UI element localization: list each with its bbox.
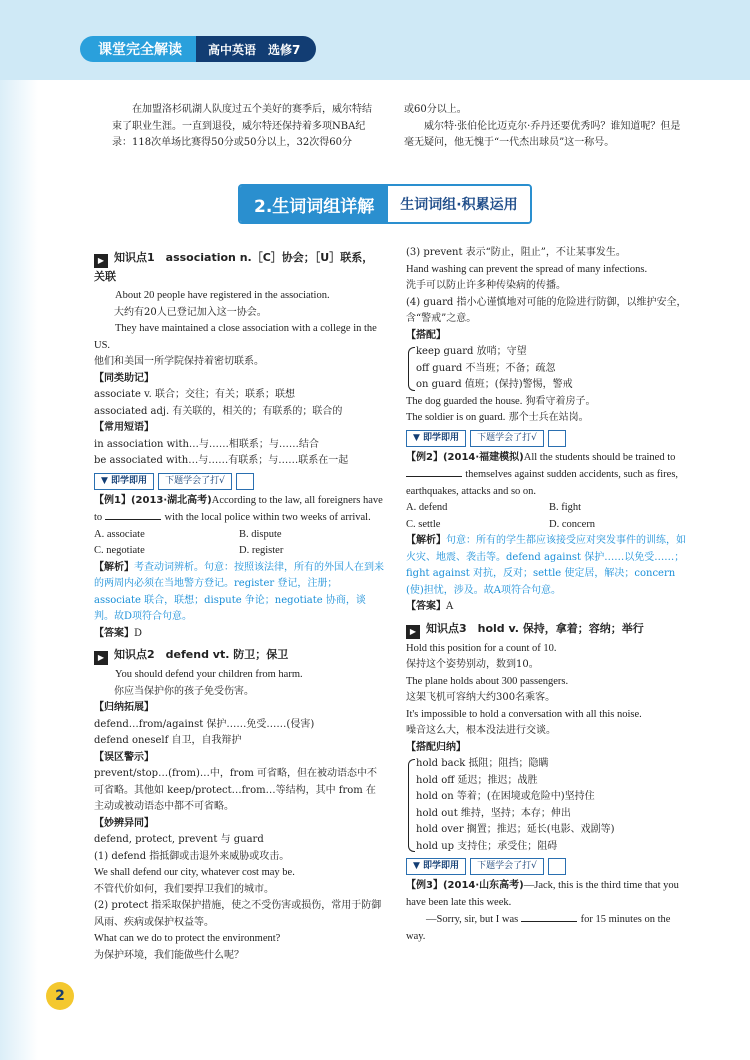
quiz-bar-1: ▼ 即学即用 下题学会了打√ — [94, 473, 384, 490]
intro-left: 在加盟洛杉矶湖人队度过五个美好的赛季后，威尔特结束了职业生涯。一直到退役，威尔特还保持着多项NBA纪录：118次单场比赛得50分或50分以上，32次得60分 — [112, 104, 372, 148]
book-title: 课堂完全解读 — [80, 36, 196, 62]
left-stripe — [0, 80, 38, 1060]
quiz-checkbox-3[interactable] — [548, 858, 566, 875]
intro-right: 或60分以上。 威尔特·张伯伦比迈克尔·乔丹还要优秀吗？谁知道呢？但是毫无疑问，他无愧于“一代杰出球员”这一称号。 — [404, 104, 681, 148]
options-1: A. associate B. dispute C. negotiate D. register — [94, 528, 284, 556]
subject-title: 高中英语 选修7 — [196, 36, 316, 62]
options-2: A. defend B. fight C. settle D. concern — [406, 502, 596, 530]
quiz-checkbox-2[interactable] — [548, 430, 566, 447]
guard-collocations: keep guard 放哨；守望 off guard 不当班；不备；疏忽 on guard 值班；(保持)警惕，警戒 — [406, 344, 692, 394]
section-banner — [238, 184, 532, 224]
knowledge-point-2: ▶ 知识点2 defend vt. 防卫；保卫 — [94, 646, 384, 665]
knowledge-point-3: ▶ 知识点3 hold v. 保持，拿着；容纳；举行 — [406, 620, 692, 639]
quiz-checkbox-1[interactable] — [236, 473, 254, 490]
knowledge-point-1: ▶ 知识点1 association n.［C］协会；［U］联系，关联 — [94, 251, 374, 283]
brace-mark — [408, 347, 415, 391]
page-number: 2 — [46, 982, 74, 1010]
quiz-bar-3: ▼ 即学即用 下题学会了打√ — [406, 858, 692, 875]
play-icon: ▶ — [94, 254, 108, 268]
hold-collocations: hold back 抵阻；阻挡；隐瞒 hold off 延迟；推迟；战胜 hold on 等着；(在困境或危险中)坚持住 hold out 维持，坚持；本存；伸出 hold over 搁置；推迟；延长(电影、戏剧等) hold up 支持住；承受住；阻碍 — [406, 756, 692, 855]
left-column: ▶ 知识点1 association n.［C］协会；［U］联系，关联 About 20 people have registered in the association. 大约有20人已登记加入这一协会。 They have maintained a close association with a college in the US. 他们和美国一所学院保持着密切联系。 【同类助记】 associate v. 联合；交往；有关；联系；联想 associated adj. 有关联的，相关的；有联系的；联合的 【常用短语】 in association with…与……相联系；与……结合 be associated with…与……有联系；与……联系在一起 ▼ 即学即用 下题学会了打√ 【例1】(2013·湖北高考)According to the law, all foreigners have to with the local police within two weeks of arrival. A. associate B. dispute C. negotiate D. register 【解析】考查动词辨析。句意：按照该法律，所有的外国人在到来的两周内必须在当地警方登记。register 登记，注册；associate 联合，联想；dispute 争论；negotiate 协商，谈判。故D项符合句意。 【答案】D ▶ 知识点2 defend vt. 防卫；保卫 You should defend your children from harm. 你应当保护你的孩子免受伤害。 【归纳拓展】 defend…from/against 保护……免受……(侵害) defend oneself 自卫，自我辩护 【误区警示】 prevent/stop…(from)…中，from 可省略，但在被动语态中不可省略。其他如 keep/protect…from…等结构，其中 from 在主动或被动语态中都不可省略。 【妙辨异同】 defend, protect, prevent 与 guard (1) defend 指抵御或击退外来威胁或攻击。 We shall defend our city, whatever cost may be. 不管代价如何，我们要捍卫我们的城市。 (2) protect 指采取保护措施，使之不受伤害或损伤，常用于防御风雨、疾病或保护权益等。 What can we do to protect the environment? 为保护环境，我们能做些什么呢？ — [94, 251, 384, 961]
play-icon: ▶ — [94, 651, 108, 665]
page-header — [80, 36, 316, 62]
section-title: 2.生词词组详解 — [240, 186, 388, 222]
brace-mark — [408, 759, 415, 852]
quiz-bar-2: ▼ 即学即用 下题学会了打√ — [406, 430, 692, 447]
right-column: (3) prevent 表示“防止，阻止”，不让某事发生。 Hand washing can prevent the spread of many infections. 洗手可以防止许多种传染病的传播。 (4) guard 指小心谨慎地对可能的危险进行防御，以维护安全，含“警戒”之意。 【搭配】 keep guard 放哨；守望 off guard 不当班；不备；疏忽 on guard 值班；(保持)警惕，警戒 The dog guarded the house. 狗看守着房子。 The soldier is on guard. 那个士兵在站岗。 ▼ 即学即用 下题学会了打√ 【例2】(2014·福建模拟)All the students should be trained to themselves against sudden accidents, such as fires, earthquakes, attacks and so on. A. defend B. fight C. settle D. concern 【解析】句意：所有的学生都应该接受应对突发事件的训练，如火灾、地震、袭击等。defend against 保护……以免受……；fight against 对抗，反对；settle 使定居，解决；concern (使)担忧，涉及。故A项符合句意。 【答案】A ▶ 知识点3 hold v. 保持，拿着；容纳；举行 Hold this position for a count of 10. 保持这个姿势别动，数到10。 The plane holds about 300 passengers. 这架飞机可容纳大约300名乘客。 It's impossible to hold a conversation with all this noise. 噪音这么大，根本没法进行交谈。 【搭配归纳】 hold back 抵阻；阻挡；隐瞒 hold off 延迟；推迟；战胜 hold on 等着；(在困境或危险中)坚持住 hold out 维持，坚持；本存；伸出 hold over 搁置；推迟；延长(电影、戏剧等) hold up 支持住；承受住；阻碍 ▼ 即学即用 下题学会了打√ 【例3】(2014·山东高考)—Jack, this is the third time that you have been late this week. —Sorry, sir, but I was for 15 minutes on the way. — [406, 245, 692, 945]
answer-blank-2 — [406, 466, 462, 477]
play-icon: ▶ — [406, 625, 420, 639]
answer-blank-1 — [105, 509, 161, 520]
answer-blank-3 — [521, 911, 577, 922]
section-subtitle: 生词词组·积累运用 — [388, 186, 529, 222]
